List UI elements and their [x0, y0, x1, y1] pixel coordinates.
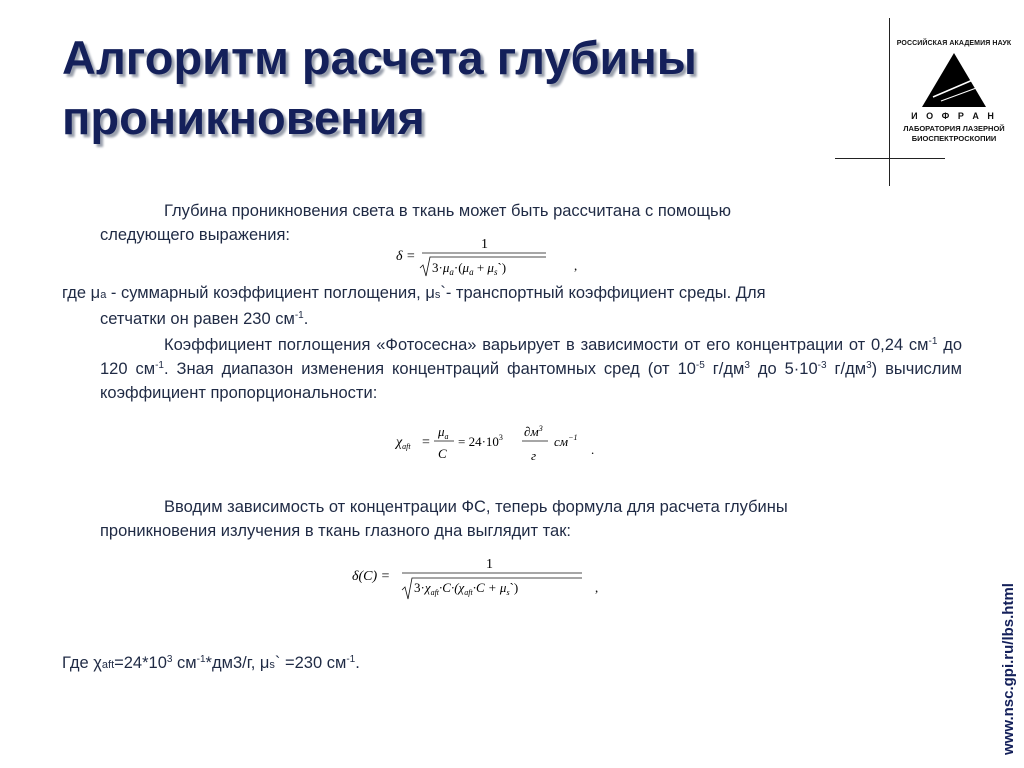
logo-lab-line1: ЛАБОРАТОРИЯ ЛАЗЕРНОЙ: [903, 124, 1005, 133]
paragraph-coefficient: Коэффициент поглощения «Фотосесна» варьирует в зависимости от его концентрации от 0,24 $см^{-1}$ до 120 $см^{-1}$. Зная диапазон изменения концентраций фантомных сред (от $10^{-5}$ $г/дм^3$ до $5\cdot 10^{-3}$ $г/дм^3$) вычислим коэффициент пропорциональности:: [100, 336, 962, 402]
paragraph-values: Где $\chi aft=24*10^3$ $см^{-1}*дм3/г$, μs` =230 $см^{-1}$.: [62, 654, 360, 672]
paragraph-definitions-line2: сетчатки он равен 230 $см^{-1}$.: [100, 310, 309, 328]
svg-text:,: ,: [595, 580, 599, 595]
svg-text:3·χaft·C·(χaft·C + μs`): $3\cdot\chi_{aft}\cdot C\cdot(\chi_{aft}\cdot C$ + $\mu_s`$): [414, 580, 519, 597]
formula-proportionality: [394, 418, 614, 473]
paragraph-intro-line2: следующего выражения:: [100, 226, 290, 244]
svg-text:δ(C) =: δ(C) =: [352, 569, 391, 584]
logo-horizontal-divider: [835, 158, 945, 159]
svg-text:μa: $\mu_a$: [438, 424, 449, 441]
logo-academy-text: РОССИЙСКАЯ АКАДЕМИЯ НАУК: [896, 40, 1012, 47]
svg-text:=: =: [422, 435, 430, 450]
svg-text:= 24·103: = $24\cdot 10^3$: [458, 433, 503, 449]
svg-text:C: C: [438, 446, 447, 461]
svg-text:.: .: [591, 442, 595, 457]
paragraph-intro-line1: Глубина проникновения света в ткань может быть рассчитана с помощью: [164, 202, 731, 220]
slide-title: [62, 28, 832, 148]
svg-text:∂м3: $\partial м^3$: [524, 424, 543, 439]
side-url-link[interactable]: www.nsc.gpi.ru/lbs.html: [1000, 583, 1017, 755]
slide-title-line2: проникновения: [62, 91, 425, 144]
svg-text:1: 1: [486, 557, 493, 572]
triangle-logo-icon: [919, 51, 989, 109]
svg-text:г: г: [531, 448, 537, 463]
institute-logo: [896, 40, 1012, 144]
svg-text:см−1: $см^{-1}$: [554, 433, 578, 449]
formula-penetration-depth: [394, 232, 594, 285]
formula1-lhs: δ =: [396, 249, 416, 264]
logo-vertical-divider: [889, 18, 890, 186]
formula1-numerator: 1: [481, 237, 488, 252]
svg-text:3·μa·(μa + μs`): $3\cdot\mu_a\cdot(\mu_a$ + $\mu_s`$): [432, 260, 507, 277]
formula-depth-vs-concentration: [350, 552, 620, 609]
paragraph-definitions: где μa - суммарный коэффициент поглощения, μs`- транспортный коэффициент среды. Для сетчатки он равен 230 $см^{-1}$.: [62, 281, 962, 331]
formula1-trailing-comma: ,: [574, 258, 578, 273]
svg-text:χaft: $\chi_{aft}$: [396, 435, 411, 451]
paragraph-concentration: Вводим зависимость от концентрации ФС, теперь формула для расчета глубины проникновения излучения в ткань глазного дна выглядит так:: [100, 498, 788, 540]
logo-institute-text: И О Ф Р А Н: [911, 111, 997, 121]
logo-lab-line2: БИОСПЕКТРОСКОПИИ: [911, 134, 997, 143]
slide-title-line1: Алгоритм расчета глубины: [62, 31, 697, 84]
